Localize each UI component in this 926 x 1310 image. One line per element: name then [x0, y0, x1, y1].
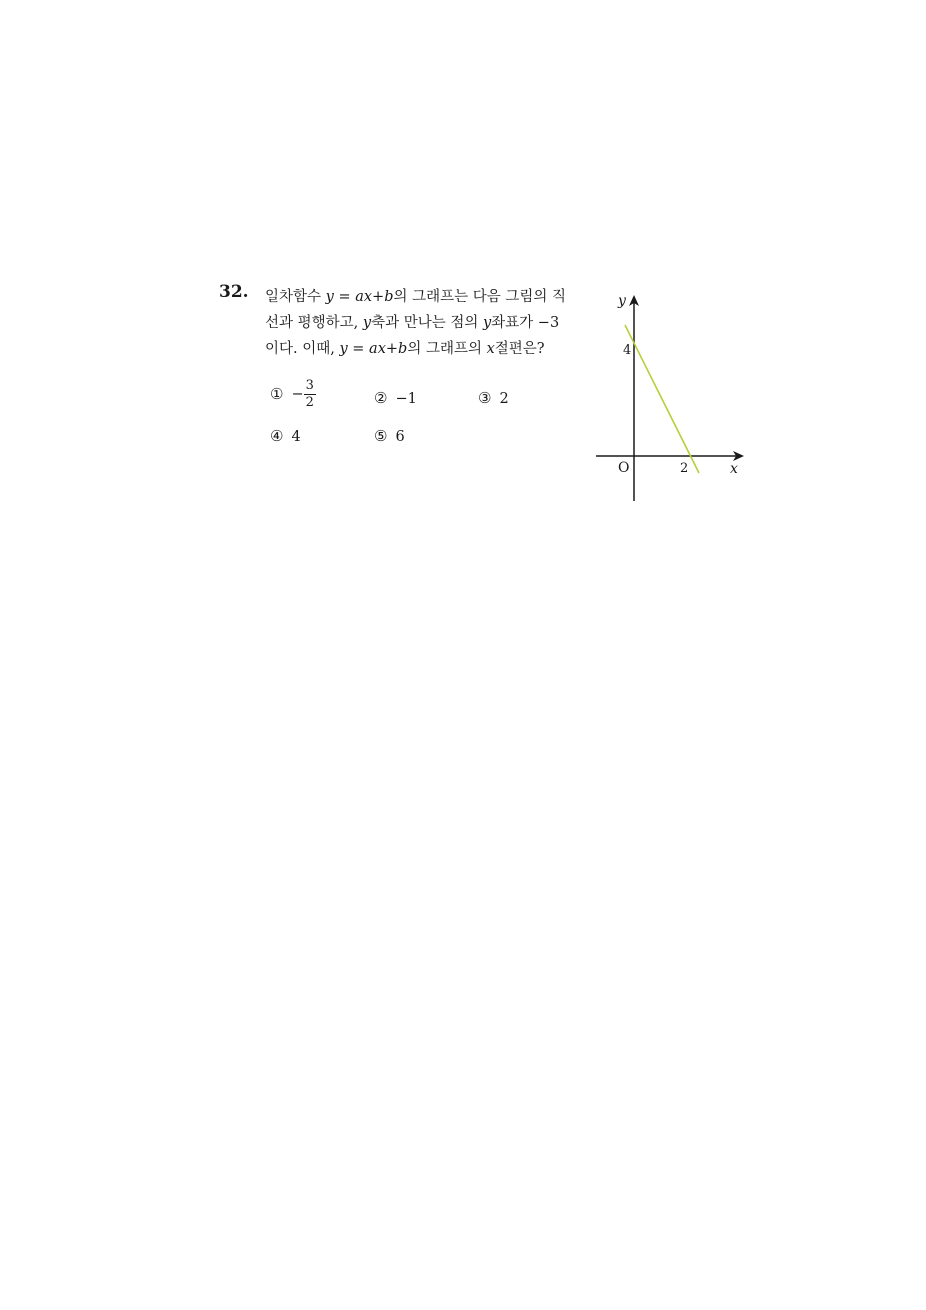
text-segment: 좌표가 −3 [491, 315, 560, 331]
choice-marker: ① [270, 384, 284, 403]
choice-3[interactable] [478, 389, 509, 407]
text-segment: 절편은? [494, 341, 545, 357]
math-y: y [362, 315, 372, 331]
text-segment: 일차함수 [265, 289, 326, 305]
math-b: b [398, 341, 408, 357]
text-segment: = [333, 289, 356, 305]
choice-1[interactable] [270, 378, 316, 411]
y-intercept-label: 4 [623, 343, 632, 358]
text-segment: 선과 평행하고, [265, 315, 363, 331]
choice-marker: ③ [478, 389, 492, 407]
text-segment: 의 그래프는 다음 그림의 직 [393, 289, 567, 305]
question-line-1 [265, 285, 566, 306]
fraction-denominator: 2 [305, 395, 314, 410]
choice-value: −1 [395, 391, 417, 407]
function-line [625, 325, 699, 473]
math-y: y [325, 289, 334, 305]
choice-value: 4 [291, 429, 301, 445]
math-x: x [486, 341, 495, 357]
origin-label: O [618, 460, 630, 476]
x-intercept-label: 2 [680, 461, 689, 476]
text-segment: 이다. 이때, [265, 341, 340, 357]
choice-sign: − [291, 386, 304, 403]
text-segment: = [347, 341, 370, 357]
math-ax: ax [369, 341, 386, 357]
question-line-3 [265, 337, 545, 358]
text-segment: 축과 만나는 점의 [371, 315, 483, 331]
x-axis-label: x [730, 461, 738, 477]
question-line-2 [265, 311, 559, 332]
choice-marker: ⑤ [374, 427, 388, 445]
text-segment: 의 그래프의 [407, 341, 487, 357]
math-y: y [339, 341, 348, 357]
text-segment: + [385, 341, 399, 357]
choice-marker: ④ [270, 427, 284, 445]
choice-marker: ② [374, 389, 388, 407]
choice-5[interactable] [374, 427, 405, 445]
choice-value: 6 [395, 429, 405, 445]
math-y: y [482, 315, 492, 331]
question-number: 32. [219, 282, 249, 302]
fraction-numerator: 3 [305, 378, 314, 393]
math-ax: ax [355, 289, 373, 305]
math-b: b [384, 289, 394, 305]
y-axis-label: y [618, 293, 626, 309]
line-graph [590, 285, 750, 505]
choice-2[interactable] [374, 389, 417, 407]
choice-value: 2 [499, 391, 509, 407]
fraction [304, 378, 316, 411]
choice-4[interactable] [270, 427, 301, 445]
text-segment: + [372, 289, 385, 305]
